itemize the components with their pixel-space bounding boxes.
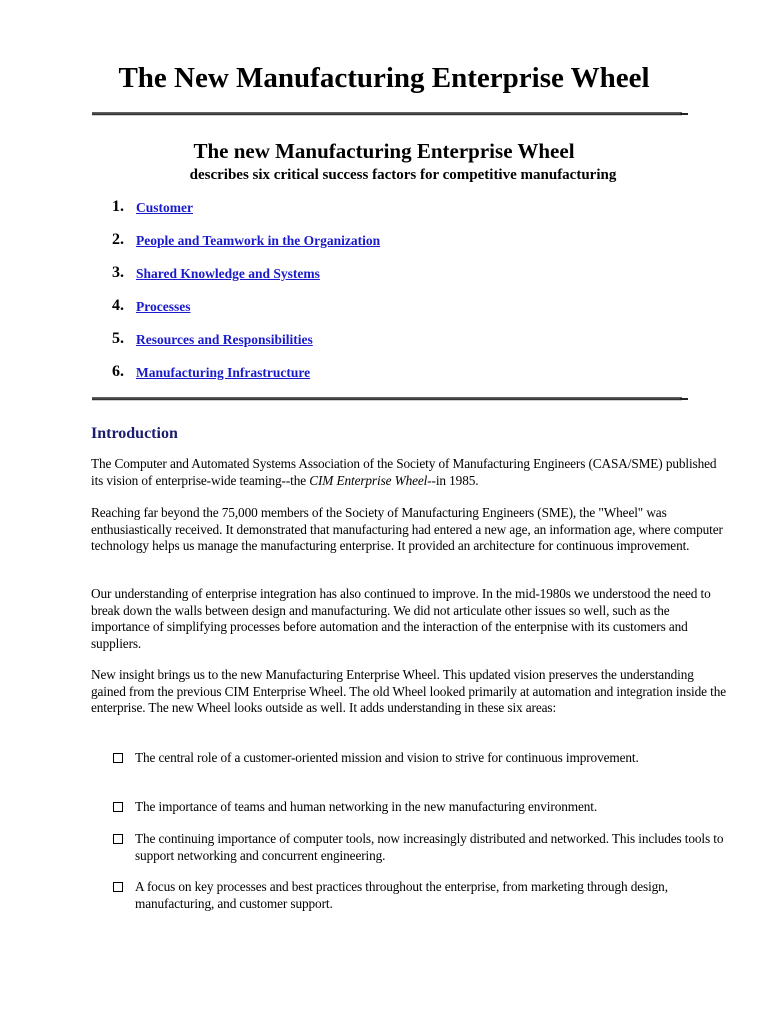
link-manufacturing-infrastructure[interactable]: Manufacturing Infrastructure xyxy=(136,365,311,380)
square-bullet-icon xyxy=(113,802,123,812)
introduction-heading: Introduction xyxy=(91,425,178,442)
horizontal-rule xyxy=(92,112,682,116)
link-processes[interactable]: Processes xyxy=(136,299,191,314)
page-title: The New Manufacturing Enterprise Wheel xyxy=(118,62,650,94)
list-number: 2. xyxy=(112,231,124,248)
link-resources-responsibilities[interactable]: Resources and Responsibilities xyxy=(136,332,313,347)
link-shared-knowledge[interactable]: Shared Knowledge and Systems xyxy=(136,266,320,281)
list-number: 5. xyxy=(112,330,124,347)
section-subtitle: describes six critical success factors for competitive manufacturing xyxy=(189,167,617,183)
horizontal-rule xyxy=(92,397,682,401)
italic-term: CIM Enterprise Wheel xyxy=(309,472,428,488)
list-number: 3. xyxy=(112,264,124,281)
list-number: 1. xyxy=(112,198,124,215)
list-item-text: The importance of teams and human networking in the new manufacturing environment. xyxy=(135,799,598,814)
list-item-text: The central role of a customer-oriented mission and vision to strive for continuous improvement. xyxy=(135,750,639,765)
square-bullet-icon xyxy=(113,882,123,892)
list-item-text: A focus on key processes and best practices throughout the enterprise, from marketing through design, manufacturing, and customer support. xyxy=(135,879,668,911)
link-customer[interactable]: Customer xyxy=(136,200,193,215)
paragraph: Reaching far beyond the 75,000 members of the Society of Manufacturing Engineers (SME), the "Wheel" was enthusiastically received. It demonstrated that manufacturing had entered a new age, an information age, where computer technology helps us manage the manufacturing enterprise. It provided an architecture for continuous improvement. xyxy=(91,505,723,554)
paragraph xyxy=(91,456,731,489)
paragraph-text: The Computer and Automated Systems Association of the Society of Manufacturing Engineers (CASA/SME) published its vision of enterprise-wide teaming--the xyxy=(91,456,717,488)
section-title: The new Manufacturing Enterprise Wheel xyxy=(193,139,575,163)
paragraph-text: --in 1985. xyxy=(427,472,479,488)
square-bullet-icon xyxy=(113,753,123,763)
paragraph: New insight brings us to the new Manufacturing Enterprise Wheel. This updated vision preserves the understanding gained from the previous CIM Enterprise Wheel. The old Wheel looked primarily at automation and integration inside the enterprise. The new Wheel looks outside as well. It adds understanding in these six areas: xyxy=(91,667,726,716)
paragraph: Our understanding of enterprise integration has also continued to improve. In the mid-1980s we understood the need to break down the walls between design and manufacturing. We did not articulate other issues so well, such as the importance of simplifying processes before automation and the interaction of the enterpnise with its customers and suppliers. xyxy=(91,586,711,651)
square-bullet-icon xyxy=(113,834,123,844)
list-number: 4. xyxy=(112,297,124,314)
link-people-teamwork[interactable]: People and Teamwork in the Organization xyxy=(136,233,381,248)
list-item-text: The continuing importance of computer tools, now increasingly distributed and networked. This includes tools to support networking and concurrent engineering. xyxy=(135,831,724,863)
list-number: 6. xyxy=(112,363,124,380)
